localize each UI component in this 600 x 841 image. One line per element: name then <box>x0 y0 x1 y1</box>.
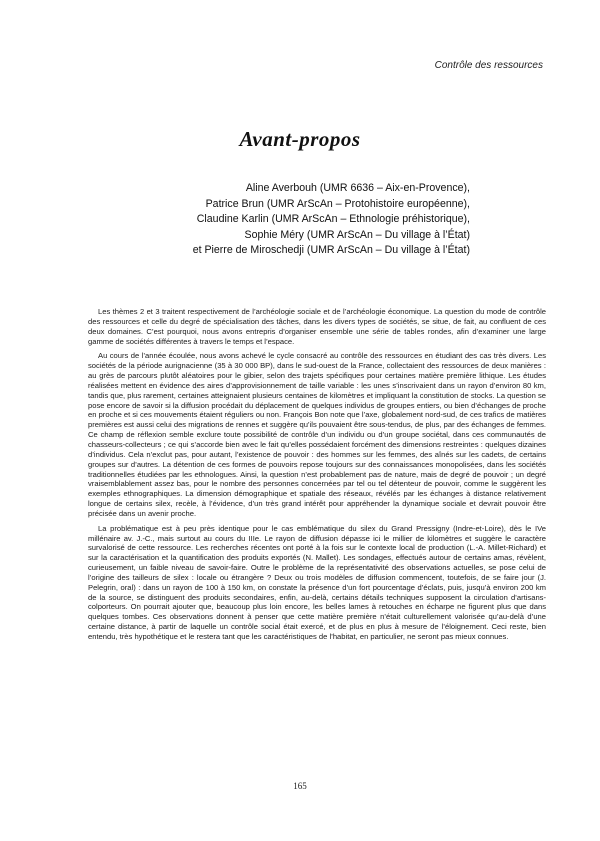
running-header: Contrôle des ressources <box>434 60 543 71</box>
author-list <box>140 181 470 259</box>
author-line: Patrice Brun (UMR ArScAn – Protohistoire européenne), <box>205 197 470 210</box>
page-number: 165 <box>293 781 307 791</box>
author-line: Claudine Karlin (UMR ArScAn – Ethnologie préhistorique), <box>196 213 470 226</box>
body-text <box>88 307 546 647</box>
page-title: Avant-propos <box>239 127 361 151</box>
author-line: et Pierre de Miroschedji (UMR ArScAn – Du village à l’État) <box>192 244 470 257</box>
paragraph: Au cours de l’année écoulée, nous avons achevé le cycle consacré au contrôle des ressources en étudiant des cas très divers. Les sociétés de la période aurignacienne (35 à 30 000 BP), dans le sud-ouest de la France, collectaient des ressources de deux manières : au grès de parcours plutôt aléatoires pour le gibier, selon des trajets spécifiques pour certaines matière première lithique. Les études réalisées mettent en évidence des aires d’approvisionnement de taille variable : les unes s’inscrivaient dans un rayon d’environ 80 km, tandis que, plus rarement, certaines atteignaient plusieurs centaines de kilomètres et impliquant la constitution de stocks. La question se pose encore de savoir si la diffusion procédait du déplacement de quelques individus de groupes entiers, ou bien d’échanges de proche en proche et si ces mouvements étaient réguliers ou non. François Bon note que l’axe, globalement nord-sud, de ces trafics de matières premières est aussi celui des migrations de rennes et suggère qu’ils pouvaient être sous-tendus, de plus, par des échanges de femmes. Ce champ de réflexion semble exclure toute possibilité de contrôle d’un individu ou d’un groupe sociétal, dans ces communautés de chasseurs-collecteurs ; ce qui s’accorde bien avec le fait qu’elles possédaient forcément des dimensions restreintes : quelques dizaines d’individus. Cela n’exclut pas, pour autant, l’existence de pouvoir : des hommes sur les femmes, des aînés sur les cadets, de certains groupes sur d’autres. La détention de ces formes de pouvoirs repose toujours sur des connaissances monopolisées, dans les sociétés traditionnelles étudiées par les ethnologues. Ainsi, la question n’est probablement pas de nature, mais de degré de pouvoir ; un degré vraisemblablement assez bas, pour le nombre des personnes concernées par tel ou tel détenteur de pouvoir, comme le suggèrent les exemples ethnographiques. La dimension démographique et spatiale des réseaux, révélés par les échanges à distance relativement longue de certains silex, recèle, à l’évidence, d’un très grand intérêt pour appréhender la dynamique sociale et devrait pouvoir être précisée dans un avenir proche. <box>88 351 546 518</box>
paragraph: La problématique est à peu près identique pour le cas emblématique du silex du Grand Pressigny (Indre-et-Loire), dès le IVe millénaire av. J.-C., mais surtout au cours du IIIe. Le rayon de diffusion dépasse ici le millier de kilomètres et suggère le caractère survalorisé de cette ressource. Les recherches récentes ont porté à la fois sur le contexte local de production (L.-A. Millet-Richard) et sur la caractérisation et la quantification des produits exportés (N. Mallet). Les sondages, effectués autour de certains amas, révèlent, curieusement, un faible niveau de savoir-faire. Outre le problème de la représentativité des observations actuelles, se pose celui de l’origine des tailleurs de silex : locale ou étrangère ? Deux ou trois modèles de diffusion commencent, toutefois, de se faire jour (J. Pelegrin, oral) : dans un rayon de 100 à 150 km, on constate la présence d’un fort pourcentage d’éclats, puis, jusqu’à environ 200 km de la source, se distinguent des produits secondaires, enfin, au-delà, certains détails techniques supposent la circulation d’artisans-colporteurs. On pourrait ajouter que, beaucoup plus loin encore, les belles lames à retouches en écharpe ne figurent plus que dans quelques tombes. Ces observations donnent à penser que cette matière première n’était culturellement valorisée qu’au-delà d’une certaine distance, à partir de laquelle un contrôle social était exercé, et de plus en plus à mesure de l’éloignement. Ceci reste, bien entendu, très hypothétique et le restera tant que les caractéristiques de l’habitat, en particulier, ne seront pas mieux connues. <box>88 523 546 641</box>
author-line: Sophie Méry (UMR ArScAn – Du village à l’État) <box>244 228 470 241</box>
author-line: Aline Averbouh (UMR 6636 – Aix-en-Provence), <box>245 182 470 194</box>
paragraph: Les thèmes 2 et 3 traitent respectivement de l’archéologie sociale et de l’archéologie économique. La question du mode de contrôle des ressources et celle du degré de spécialisation des tâches, dans les divers types de sociétés, se situe, de fait, au confluent de ces deux domaines. C’est pourquoi, nous avons entrepris d’organiser ensemble une série de tables rondes, afin d’examiner une large gamme de sociétés différentes à travers le temps et l’espace. <box>88 307 546 346</box>
